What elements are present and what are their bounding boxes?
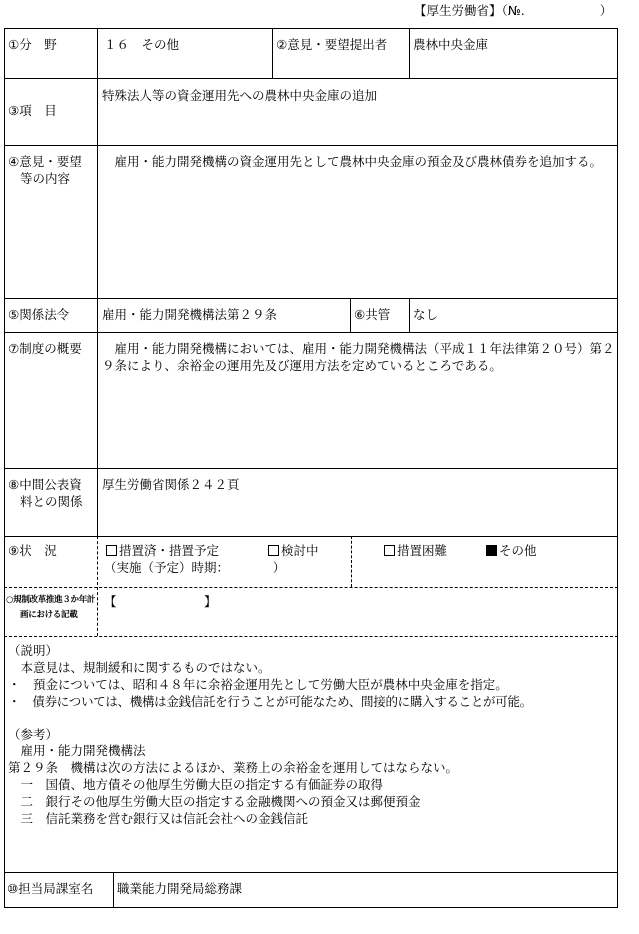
reference-heading: （参考） (8, 726, 59, 742)
reference-line: 二 銀行その他厚生労働大臣の指定する金融機関への預金又は郵便預金 (8, 794, 421, 809)
plan-bracket-close: 】 (204, 594, 217, 609)
office-label: ⑩担当局課室名 (7, 881, 94, 896)
explanation-line: ・ 債券については、機構は金銭信託を行うことが可能なため、間接的に購入することが可能。 (8, 693, 532, 709)
interim-value: 厚生労働省関係２４２頁 (102, 477, 240, 492)
checkbox-icon[interactable] (384, 545, 395, 556)
row-divider-dashed (4, 636, 618, 637)
system-label: ⑦制度の概要 (8, 341, 82, 356)
status-option-other[interactable] (486, 543, 537, 560)
row-divider (4, 872, 618, 873)
explanation-line: 本意見は、規制緩和に関するものではない。 (8, 659, 271, 675)
interim-label-line2: 料との関係 (20, 494, 83, 509)
column-divider (113, 872, 114, 908)
column-divider (350, 298, 351, 332)
number-close: ） (599, 3, 613, 18)
document-header (414, 3, 612, 20)
item-value: 特殊法人等の資金運用先への農林中央金庫の追加 (102, 88, 378, 103)
explanation-line: ・ 預金については、昭和４８年に余裕金運用先として労働大臣が農林中央金庫を指定。 (8, 676, 508, 692)
number-label: （№. (501, 3, 525, 18)
status-impl-period: （実施（予定）時期： ） (104, 560, 286, 575)
reference-line: 第２９条 機構は次の方法によるほか、業務上の余裕金を運用してはならない。 (8, 760, 459, 776)
submitter-value: 農林中央金庫 (413, 37, 489, 52)
law-value: 雇用・能力開発機構法第２９条 (102, 307, 278, 322)
field-label: ①分 野 (8, 37, 57, 52)
interim-label-line1: ⑧中間公表資 (8, 477, 82, 492)
ministry-label: 【厚生労働省】 (414, 3, 502, 18)
status-option-done-label: 措置済・措置予定 (119, 543, 220, 558)
status-option-review-label: 検討中 (281, 543, 319, 558)
request-label-line1: ④意見・要望 (8, 154, 82, 169)
plan-value (104, 594, 217, 611)
checkbox-checked-icon[interactable] (486, 545, 497, 556)
status-option-difficult[interactable] (384, 543, 447, 560)
joint-value: なし (413, 307, 439, 322)
plan-label-line1: ○規制改革推進３か年計 (6, 595, 96, 605)
column-divider (409, 28, 410, 78)
status-option-done[interactable] (106, 543, 219, 560)
explanation-heading: （説明） (8, 643, 59, 658)
item-label: ③項 目 (8, 103, 57, 118)
column-divider (97, 28, 98, 536)
plan-label-line2: 画における記載 (20, 610, 78, 620)
status-option-review[interactable] (268, 543, 319, 560)
column-divider-dashed (351, 536, 352, 587)
reference-line: 三 信託業務を営む銀行又は信託会社への金銭信託 (8, 810, 309, 826)
plan-bracket-open: 【 (104, 594, 117, 609)
checkbox-icon[interactable] (268, 545, 279, 556)
request-value: 雇用・能力開発機構の資金運用先として農林中央金庫の預金及び農林債券を追加する。 (102, 154, 603, 169)
request-label-line2: 等の内容 (20, 171, 71, 186)
column-divider (409, 298, 410, 332)
reference-line: 雇用・能力開発機構法 (8, 743, 146, 759)
column-divider (272, 28, 273, 78)
reference-line: 一 国債、地方債その他厚生労働大臣の指定する有価証券の取得 (8, 777, 384, 793)
office-value: 職業能力開発局総務課 (117, 881, 243, 896)
field-value: １６ その他 (104, 37, 180, 52)
system-value: 雇用・能力開発機構においては、雇用・能力開発機構法（平成１１年法律第２０号）第２９条により、余裕金の運用先及び運用方法を定めているところである。 (102, 341, 615, 373)
status-label: ⑨状 況 (8, 543, 57, 558)
submitter-label: ②意見・要望提出者 (276, 37, 388, 52)
explanation-block (8, 643, 616, 828)
checkbox-icon[interactable] (106, 545, 117, 556)
column-divider-dashed (97, 536, 98, 636)
joint-label: ⑥共管 (354, 307, 391, 322)
status-option-difficult-label: 措置困難 (397, 543, 448, 558)
law-label: ⑤関係法令 (8, 307, 70, 322)
status-option-other-label: その他 (499, 543, 537, 558)
